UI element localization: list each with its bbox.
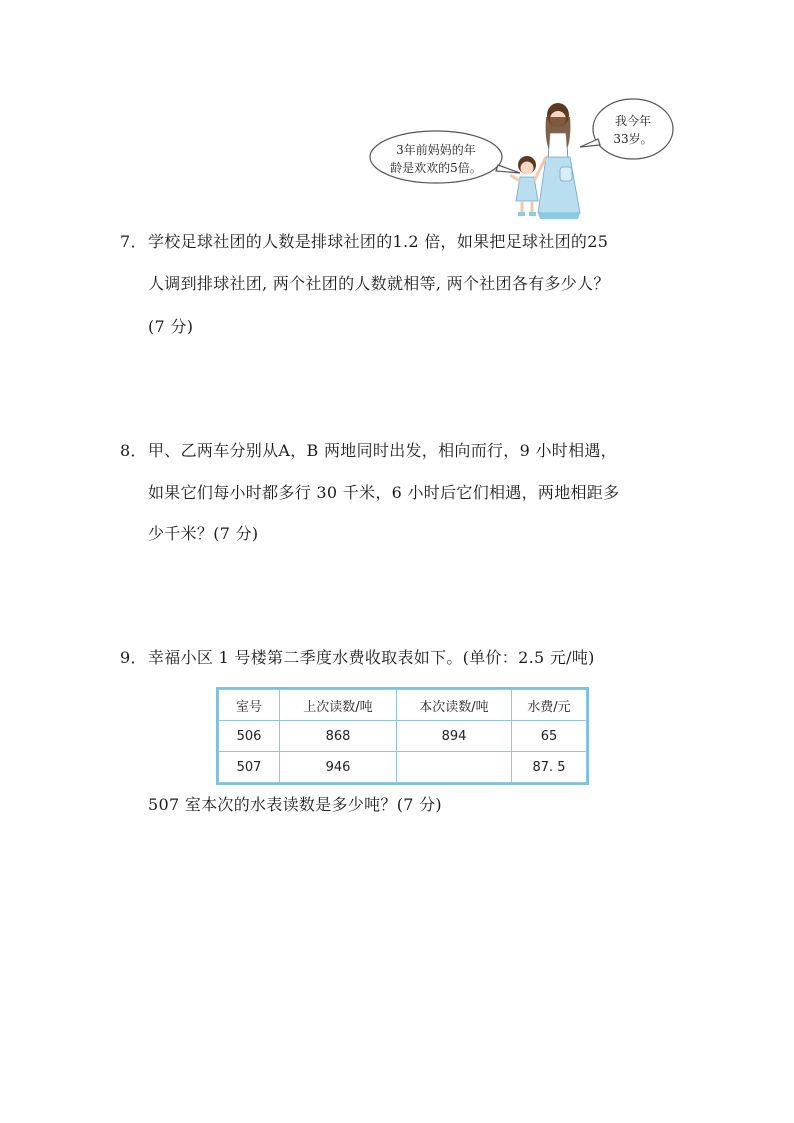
question-9-sub-question: 507 室本次的水表读数是多少吨？(7 分) [148, 795, 442, 814]
cell-fee: 65 [512, 721, 587, 752]
table-row [219, 721, 587, 752]
table-row [219, 752, 587, 783]
header-fee: 水费/元 [512, 690, 587, 721]
question-8-line-3: 少千米？(7 分) [148, 524, 259, 543]
question-number: 9． [120, 648, 147, 667]
header-room: 室号 [219, 690, 280, 721]
table-header-row [219, 690, 587, 721]
right-bubble-text [598, 112, 668, 148]
cell-current-reading: 894 [397, 721, 512, 752]
cell-previous-reading: 868 [280, 721, 397, 752]
question-7-line-3: (7 分) [148, 317, 194, 336]
question-number: 7． [120, 232, 147, 251]
left-bubble-text [374, 141, 498, 177]
question-text: 甲、乙两车分别从A，B 两地同时出发，相向而行，9 小时相遇， [148, 441, 617, 460]
question-text: 学校足球社团的人数是排球社团的1.2 倍，如果把足球社团的25 [148, 232, 609, 251]
right-bubble-line: 我今年 [614, 114, 651, 128]
question-9-line-1 [120, 648, 595, 668]
cell-current-reading [397, 752, 512, 783]
question-7-line-2: 人调到排球社团, 两个社团的人数就相等, 两个社团各有多少人？ [148, 274, 610, 293]
water-fee-table [216, 687, 589, 785]
left-bubble-line: 3年前妈妈的年 [396, 143, 476, 157]
left-bubble-line: 龄是欢欢的5倍。 [390, 161, 482, 175]
cell-room: 506 [219, 721, 280, 752]
cell-room: 507 [219, 752, 280, 783]
right-bubble-line: 33岁。 [613, 132, 653, 146]
question-7-line-1 [120, 232, 608, 252]
question-text: 幸福小区 1 号楼第二季度水费收取表如下。(单价：2.5 元/吨) [148, 648, 595, 667]
question-8-line-1 [120, 441, 617, 461]
question-8-line-2: 如果它们每小时都多行 30 千米，6 小时后它们相遇，两地相距多 [148, 483, 620, 502]
water-fee-grid [218, 689, 587, 783]
cell-fee: 87. 5 [512, 752, 587, 783]
question-number: 8． [120, 441, 147, 460]
cell-previous-reading: 946 [280, 752, 397, 783]
header-current-reading: 本次读数/吨 [397, 690, 512, 721]
header-previous-reading: 上次读数/吨 [280, 690, 397, 721]
